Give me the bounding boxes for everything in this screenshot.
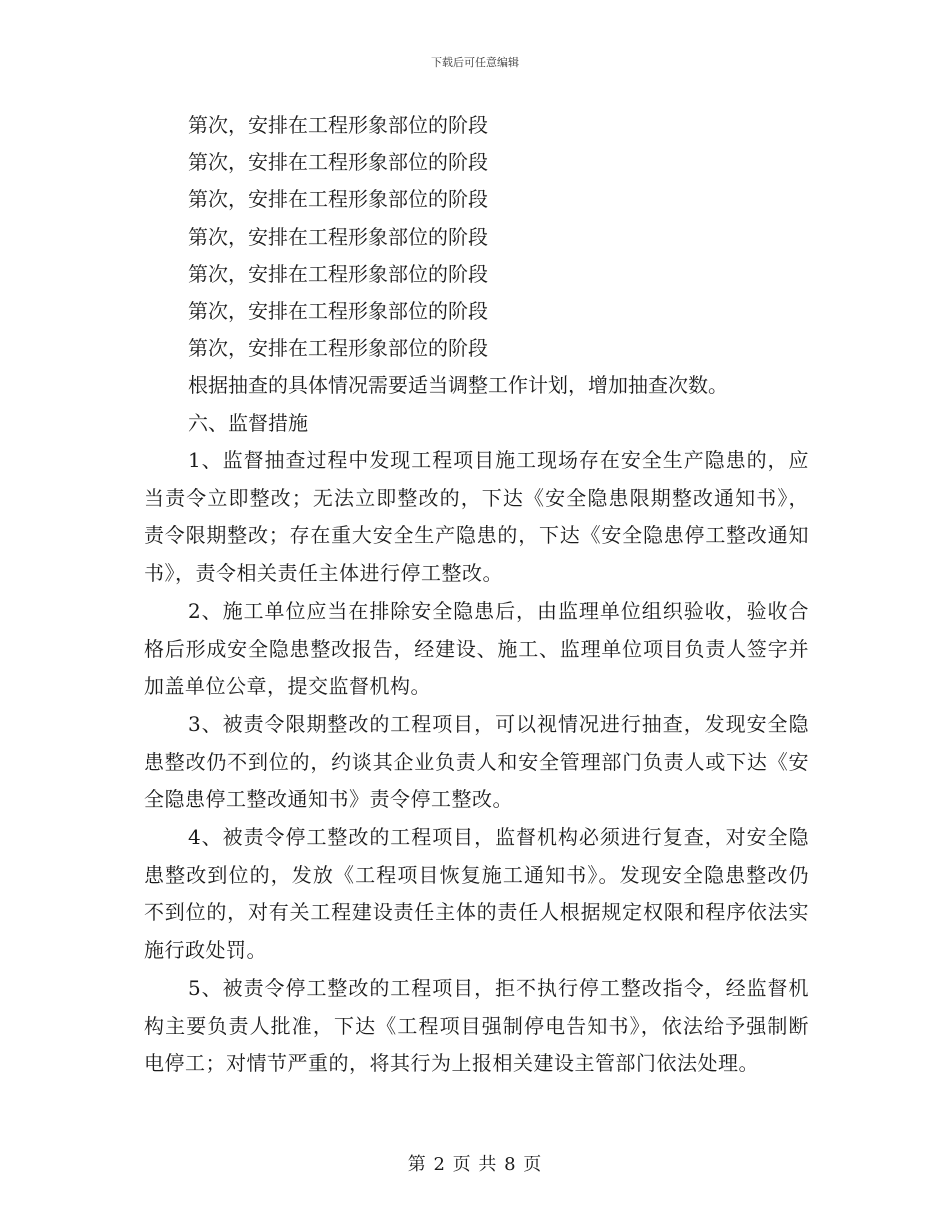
measure-paragraph-4: 4、被责令停工整改的工程项目，监督机构必须进行复查，对安全隐患整改到位的，发放《工程项目恢复施工通知书》。发现安全隐患整改仍不到位的，对有关工程建设责任主体的责任人根据规定权限和程序依法实施行政处罚。	[144, 825, 809, 963]
page-footer: 第 2 页 共 8 页	[407, 1154, 543, 1175]
page-header: 下载后可任意编辑	[431, 56, 519, 69]
schedule-line: 第次，安排在工程形象部位的阶段	[188, 336, 488, 361]
section-heading: 六、监督措施	[188, 410, 308, 435]
schedule-line: 第次，安排在工程形象部位的阶段	[188, 113, 488, 137]
measure-paragraph-3: 3、被责令限期整改的工程项目，可以视情况进行抽查，发现安全隐患整改仍不到位的，约谈其企业负责人和安全管理部门负责人或下达《安全隐患停工整改通知书》责令停工整改。	[144, 711, 809, 812]
adjust-note: 根据抽查的具体情况需要适当调整工作计划，增加抽查次数。	[188, 373, 728, 398]
measure-paragraph-2: 2、施工单位应当在排除安全隐患后，由监理单位组织验收，验收合格后形成安全隐患整改报告，经建设、施工、监理单位项目负责人签字并加盖单位公章，提交监督机构。	[144, 598, 809, 699]
schedule-line: 第次，安排在工程形象部位的阶段	[188, 150, 488, 175]
schedule-line: 第次，安排在工程形象部位的阶段	[188, 261, 488, 286]
schedule-line: 第次，安排在工程形象部位的阶段	[188, 298, 488, 323]
measure-paragraph-5: 5、被责令停工整改的工程项目，拒不执行停工整改指令，经监督机构主要负责人批准，下达《工程项目强制停电告知书》，依法给予强制断电停工；对情节严重的，将其行为上报相关建设主管部门依法处理。	[144, 975, 809, 1076]
measure-paragraph-1: 1、监督抽查过程中发现工程项目施工现场存在安全生产隐患的，应当责令立即整改；无法立即整改的，下达《安全隐患限期整改通知书》，责令限期整改；存在重大安全生产隐患的，下达《安全隐患停工整改通知书》，责令相关责任主体进行停工整改。	[144, 448, 809, 586]
document-body	[144, 107, 809, 1083]
schedule-line: 第次，安排在工程形象部位的阶段	[188, 224, 488, 249]
schedule-line: 第次，安排在工程形象部位的阶段	[188, 187, 488, 212]
